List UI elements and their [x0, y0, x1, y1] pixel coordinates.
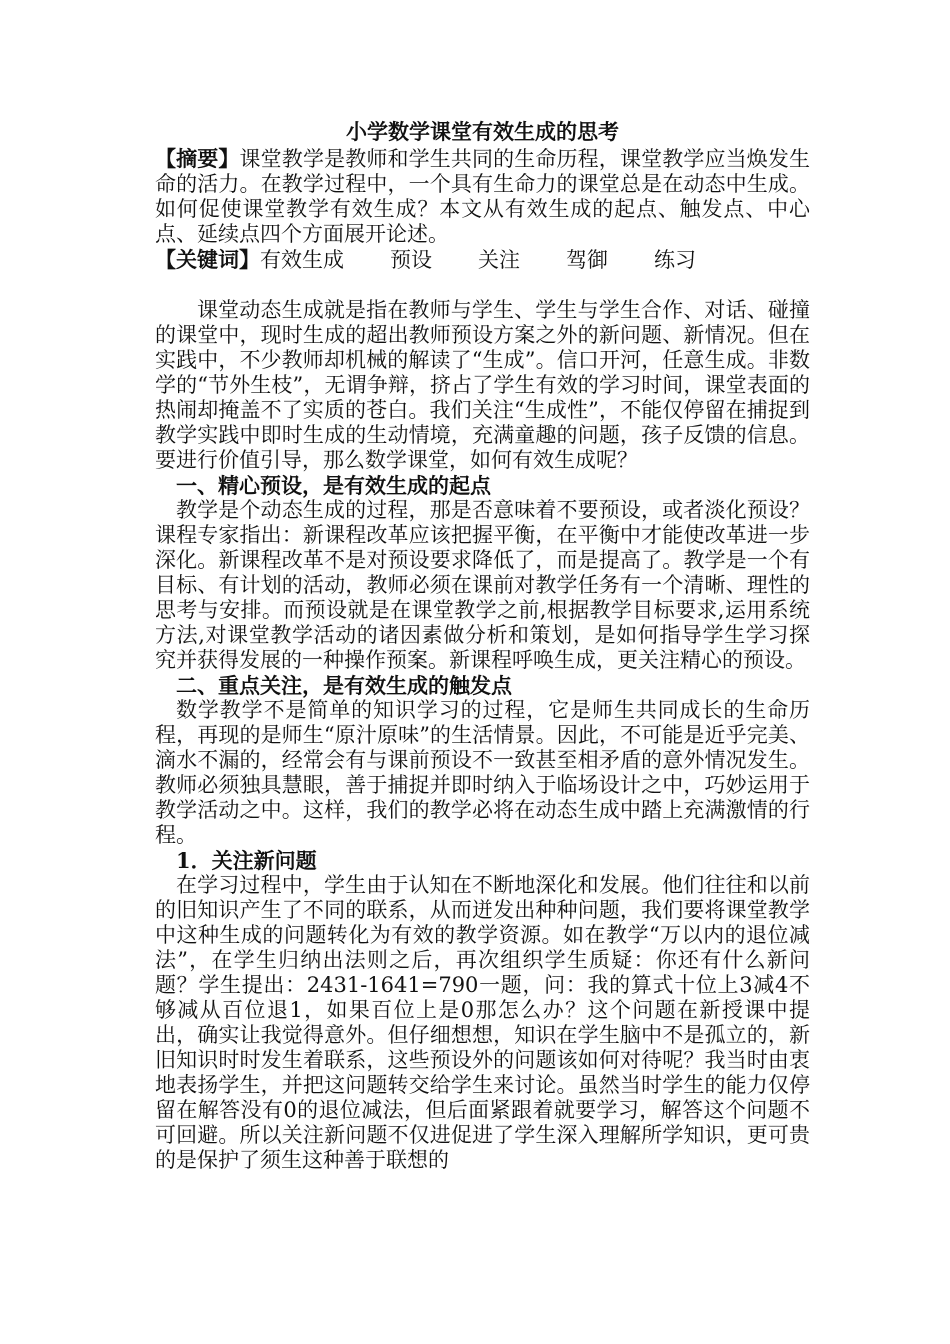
abstract-text: 课堂教学是教师和学生共同的生命历程，课堂教学应当焕发生命的活力。在教学过程中，一个具有生命力的课堂总是在动态中生成。如何促使课堂教学有效生成？本文从有效生成的起点、触发点、中心点、延续点四个方面展开论述。 — [155, 147, 811, 246]
keywords-label: 【关键词】 — [155, 247, 260, 272]
subsection-heading-1: 1．关注新问题 — [176, 848, 317, 873]
keywords-line — [155, 247, 810, 273]
keyword-item: 关注 — [478, 248, 520, 272]
subsection-paragraph-1: 在学习过程中，学生由于认知在不断地深化和发展。他们往往和以前的旧知识产生了不同的联系，从而迸发出种种问题，我们要将课堂教学中这种生成的问题转化为有效的教学资源。如在教学“万以内的退位减法”，在学生归纳出法则之后，再次组织学生质疑：你还有什么新问题？学生提出：2431-1641=790一题，问：我的算式十位上3减4不够减从百位退1，如果百位上是0那怎么办？这个问题在新授课中提出，确实让我觉得意外。但仔细想想，知识在学生脑中不是孤立的，新旧知识时时发生着联系，这些预设外的问题该如何对待呢？我当时由衷地表扬学生，并把这问题转交给学生来讨论。虽然当时学生的能力仅停留在解答没有0的退位减法，但后面紧跟着就要学习，解答这个问题不可回避。所以关注新问题不仅进促进了学生深入理解所学知识，更可贵的是保护了须生这种善于联想的 — [155, 873, 810, 1172]
document-page — [155, 118, 810, 1173]
abstract-label: 【摘要】 — [155, 146, 240, 171]
blank-line — [155, 273, 810, 298]
section-heading-2: 二、重点关注，是有效生成的触发点 — [176, 673, 512, 698]
abstract-paragraph — [155, 146, 810, 247]
keyword-item: 预设 — [390, 248, 432, 272]
section-paragraph-2: 数学教学不是简单的知识学习的过程，它是师生共同成长的生命历程，再现的是师生“原汁原味”的生活情景。因此，不可能是近乎完美、滴水不漏的，经常会有与课前预设不一致甚至相矛盾的意外情况发生。教师必须独具慧眼，善于捕捉并即时纳入于临场设计之中，巧妙运用于教学活动之中。这样，我们的教学必将在动态生成中踏上充满激情的行程。 — [155, 698, 810, 847]
section-paragraph-1: 教学是个动态生成的过程，那是否意味着不要预设，或者淡化预设？课程专家指出：新课程改革应该把握平衡，在平衡中才能使改革进一步深化。新课程改革不是对预设要求降低了，而是提高了。教学是一个有目标、有计划的活动，教师必须在课前对教学任务有一个清晰、理性的思考与安排。而预设就是在课堂教学之前,根据教学目标要求,运用系统方法,对课堂教学活动的诸因素做分析和策划，是如何指导学生学习探究并获得发展的一种操作预案。新课程呼唤生成，更关注精心的预设。 — [155, 498, 810, 672]
section-heading-1: 一、精心预设，是有效生成的起点 — [176, 473, 491, 498]
keyword-item: 练习 — [654, 248, 696, 272]
document-title: 小学数学课堂有效生成的思考 — [346, 119, 619, 144]
intro-paragraph: 课堂动态生成就是指在教师与学生、学生与学生合作、对话、碰撞的课堂中，现时生成的超出教师预设方案之外的新问题、新情况。但在实践中，不少教师却机械的解读了“生成”。信口开河，任意生成。非数学的“节外生枝”，无谓争辩，挤占了学生有效的学习时间，课堂表面的热闹却掩盖不了实质的苍白。我们关注“生成性”，不能仅停留在捕捉到教学实践中即时生成的生动情境，充满童趣的问题，孩子反馈的信息。要进行价值引导，那么数学课堂，如何有效生成呢？ — [155, 298, 810, 472]
keyword-item: 驾御 — [566, 248, 608, 272]
keyword-item: 有效生成 — [260, 248, 344, 272]
